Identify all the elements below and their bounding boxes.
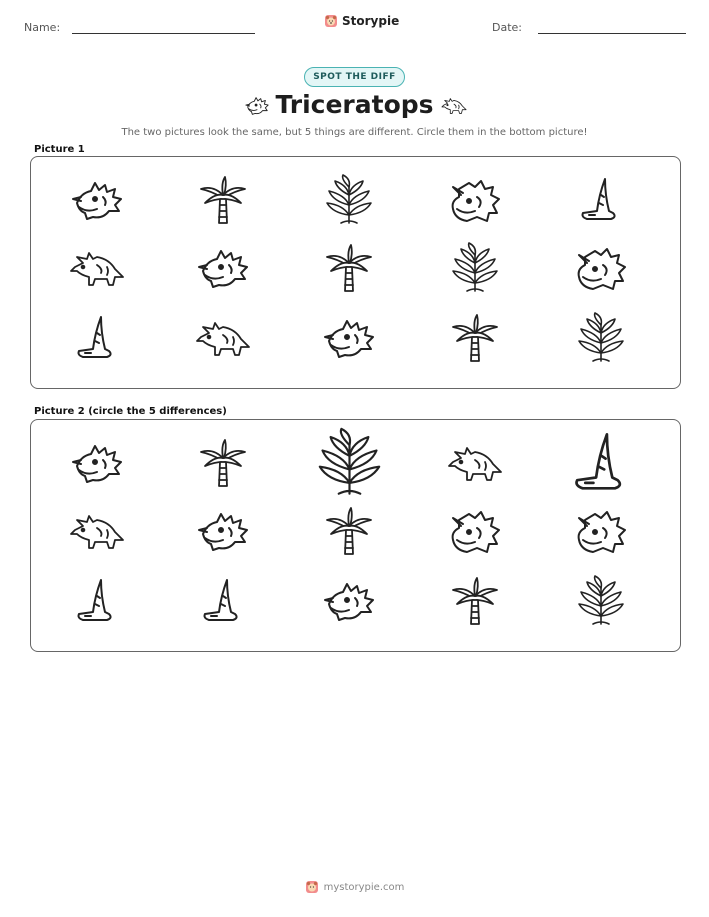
picture1-panel [30, 156, 681, 389]
triceratops-head-icon[interactable] [319, 574, 379, 630]
picture2-panel[interactable] [30, 419, 681, 652]
triceratops-horn-icon[interactable] [67, 574, 127, 630]
triceratops-head-icon[interactable] [67, 436, 127, 492]
worksheet-title: Triceratops [275, 90, 434, 119]
bush-icon[interactable] [319, 173, 379, 229]
footer [0, 880, 709, 894]
date-label: Date: [492, 21, 522, 34]
palm-tree-icon[interactable] [193, 173, 253, 229]
palm-tree-icon[interactable] [193, 436, 253, 492]
bush-icon[interactable] [571, 311, 631, 367]
name-label: Name: [24, 21, 61, 34]
triceratops-frill-icon[interactable] [571, 241, 631, 297]
bush-icon[interactable] [571, 574, 631, 630]
picture1-label: Picture 1 [34, 144, 85, 155]
picture2-label: Picture 2 (circle the 5 differences) [34, 406, 227, 417]
triceratops-head-icon[interactable] [193, 504, 253, 560]
palm-tree-icon[interactable] [319, 504, 379, 560]
title-right-icon [438, 93, 470, 119]
triceratops-horn-icon[interactable] [193, 574, 253, 630]
date-line[interactable] [538, 33, 686, 34]
palm-tree-icon[interactable] [319, 241, 379, 297]
brand-logo [324, 14, 399, 28]
footer-site[interactable]: mystorypie.com [323, 881, 405, 893]
triceratops-horn-icon[interactable] [561, 426, 642, 502]
triceratops-head-icon[interactable] [193, 241, 253, 297]
triceratops-icon[interactable] [67, 241, 127, 297]
triceratops-icon[interactable] [67, 504, 127, 560]
triceratops-horn-icon[interactable] [67, 311, 127, 367]
spot-the-diff-badge: SPOT THE DIFF [304, 67, 405, 87]
triceratops-frill-icon[interactable] [445, 173, 505, 229]
storypie-bear-icon [324, 14, 338, 28]
triceratops-frill-icon[interactable] [445, 504, 505, 560]
triceratops-head-icon[interactable] [67, 173, 127, 229]
storypie-bear-icon [305, 880, 319, 894]
triceratops-icon[interactable] [445, 436, 505, 492]
name-line[interactable] [72, 33, 255, 34]
triceratops-frill-icon[interactable] [571, 504, 631, 560]
palm-tree-icon[interactable] [445, 311, 505, 367]
triceratops-horn-icon[interactable] [571, 173, 631, 229]
triceratops-head-icon[interactable] [319, 311, 379, 367]
palm-tree-icon[interactable] [445, 574, 505, 630]
triceratops-icon[interactable] [193, 311, 253, 367]
brand-name: Storypie [342, 14, 400, 28]
bush-icon[interactable] [309, 426, 390, 502]
bush-icon[interactable] [445, 241, 505, 297]
instructions: The two pictures look the same, but 5 things are different. Circle them in the bottom picture! [121, 127, 588, 138]
